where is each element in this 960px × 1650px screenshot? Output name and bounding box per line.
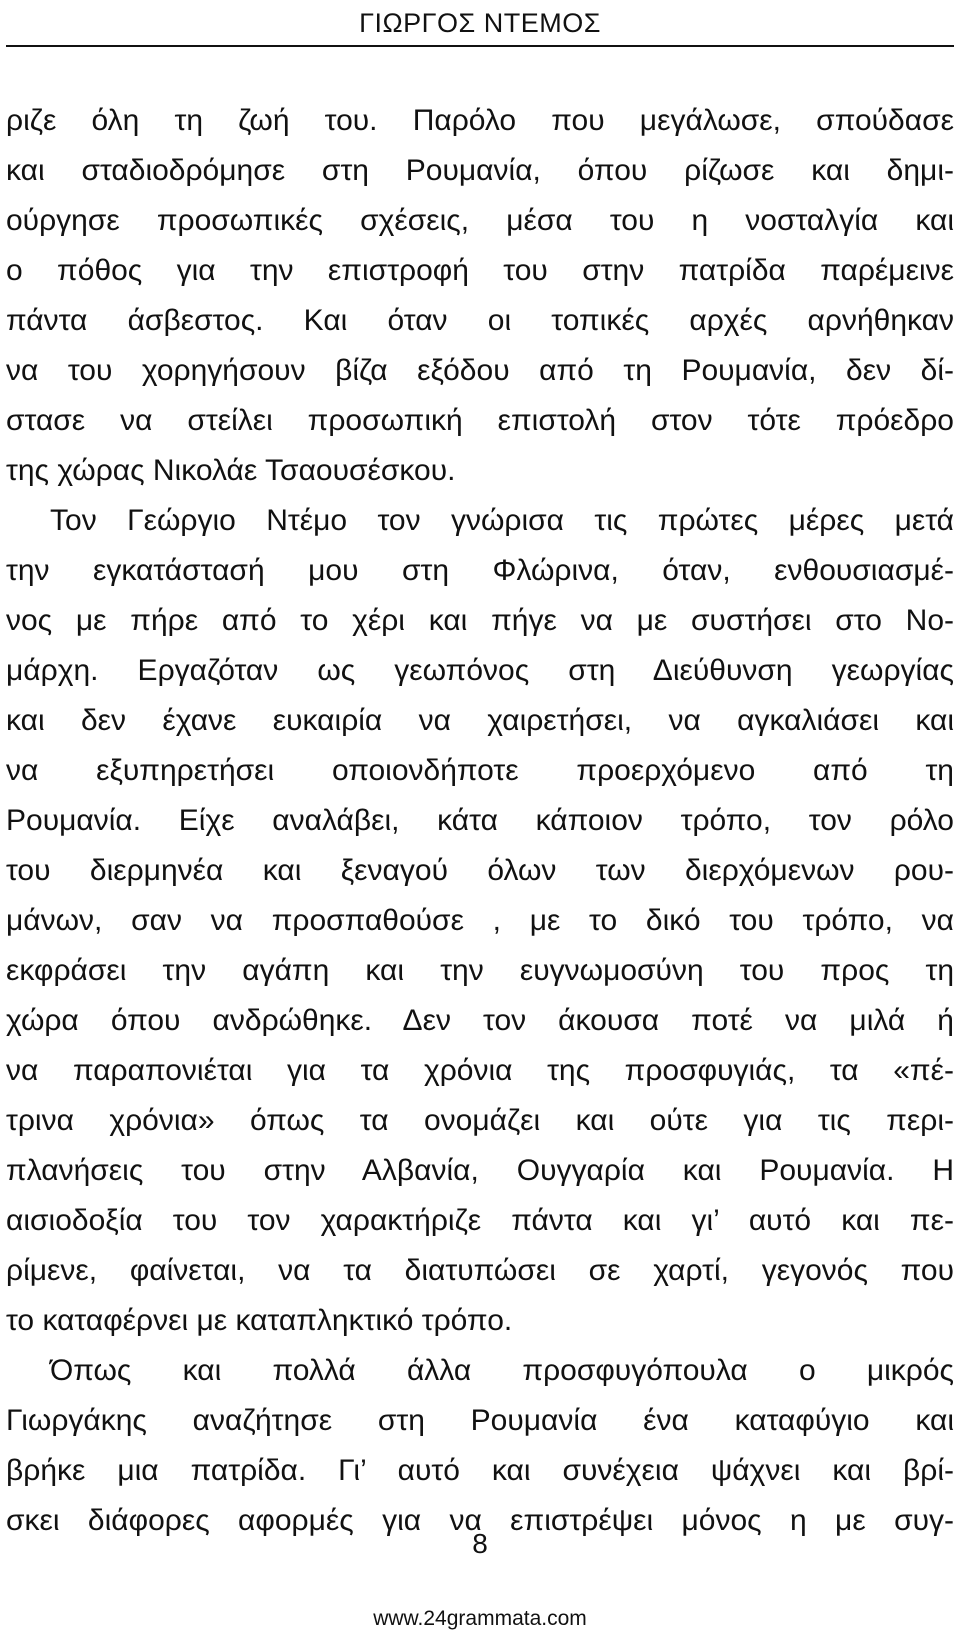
text-line: ούργησε προσωπικές σχέσεις, μέσα του η νοσταλγία και bbox=[6, 204, 954, 237]
text-line: Τον Γεώργιο Ντέμο τον γνώρισα τις πρώτες μέρες μετά bbox=[50, 504, 954, 537]
text-line: να εξυπηρετήσει οποιονδήποτε προερχόμενο από τη bbox=[6, 754, 954, 787]
text-line: και δεν έχανε ευκαιρία να χαιρετήσει, να αγκαλιάσει και bbox=[6, 704, 954, 737]
text-line: Ρουμανία. Είχε αναλάβει, κάτα κάποιον τρόπο, τον ρόλο bbox=[6, 804, 954, 837]
text-line: ριζε όλη τη ζωή του. Παρόλο που μεγάλωσε, σπούδασε bbox=[6, 104, 954, 137]
text-line: Όπως και πολλά άλλα προσφυγόπουλα ο μικρός bbox=[50, 1354, 954, 1387]
running-header: ΓΙΩΡΓΟΣ ΝΤΕΜΟΣ bbox=[359, 8, 601, 38]
text-line: μάρχη. Εργαζόταν ως γεωπόνος στη Διεύθυνση γεωργίας bbox=[6, 654, 954, 687]
page-number: 8 bbox=[472, 1528, 488, 1559]
body-text bbox=[6, 96, 954, 1546]
text-line: Γιωργάκης αναζήτησε στη Ρουμανία ένα καταφύγιο και bbox=[6, 1404, 954, 1437]
text-line: να του χορηγήσουν βίζα εξόδου από τη Ρουμανία, δεν δί- bbox=[6, 354, 954, 387]
header-divider bbox=[6, 45, 954, 47]
text-line: ρίμενε, φαίνεται, να τα διατυπώσει σε χαρτί, γεγονός που bbox=[6, 1254, 954, 1287]
text-line: πλανήσεις του στην Αλβανία, Ουγγαρία και Ρουμανία. Η bbox=[6, 1154, 954, 1187]
text-line: νος με πήρε από το χέρι και πήγε να με συστήσει στο Νο- bbox=[6, 604, 954, 637]
text-line: εκφράσει την αγάπη και την ευγνωμοσύνη του προς τη bbox=[6, 954, 954, 987]
text-line: του διερμηνέα και ξεναγού όλων των διερχόμενων ρου- bbox=[6, 854, 954, 887]
footer-url: www.24grammata.com bbox=[373, 1607, 587, 1630]
text-line: ο πόθος για την επιστροφή του στην πατρίδα παρέμεινε bbox=[6, 254, 954, 287]
text-line: να παραπονιέται για τα χρόνια της προσφυγιάς, τα «πέ- bbox=[6, 1054, 954, 1087]
text-line: αισιοδοξία του τον χαρακτήριζε πάντα και γι’ αυτό και πε- bbox=[6, 1204, 954, 1237]
text-line: στασε να στείλει προσωπική επιστολή στον τότε πρόεδρο bbox=[6, 404, 954, 437]
text-line: σκει διάφορες αφορμές για να επιστρέψει μόνος η με συγ- bbox=[6, 1504, 954, 1537]
text-line: το καταφέρνει με καταπληκτικό τρόπο. bbox=[6, 1304, 513, 1337]
text-line: της χώρας Νικολάε Τσαουσέσκου. bbox=[6, 454, 456, 487]
text-line: μάνων, σαν να προσπαθούσε , με το δικό του τρόπο, να bbox=[6, 904, 954, 937]
text-line: τρινα χρόνια» όπως τα ονομάζει και ούτε για τις περι- bbox=[6, 1104, 954, 1137]
text-line: και σταδιοδρόμησε στη Ρουμανία, όπου ρίζωσε και δημι- bbox=[6, 154, 954, 187]
text-line: πάντα άσβεστος. Και όταν οι τοπικές αρχές αρνήθηκαν bbox=[6, 304, 954, 337]
text-line: χώρα όπου ανδρώθηκε. Δεν τον άκουσα ποτέ να μιλά ή bbox=[6, 1004, 954, 1037]
text-line: βρήκε μια πατρίδα. Γι’ αυτό και συνέχεια ψάχνει και βρί- bbox=[6, 1454, 954, 1487]
text-line: την εγκατάστασή μου στη Φλώρινα, όταν, ενθουσιασμέ- bbox=[6, 554, 954, 587]
